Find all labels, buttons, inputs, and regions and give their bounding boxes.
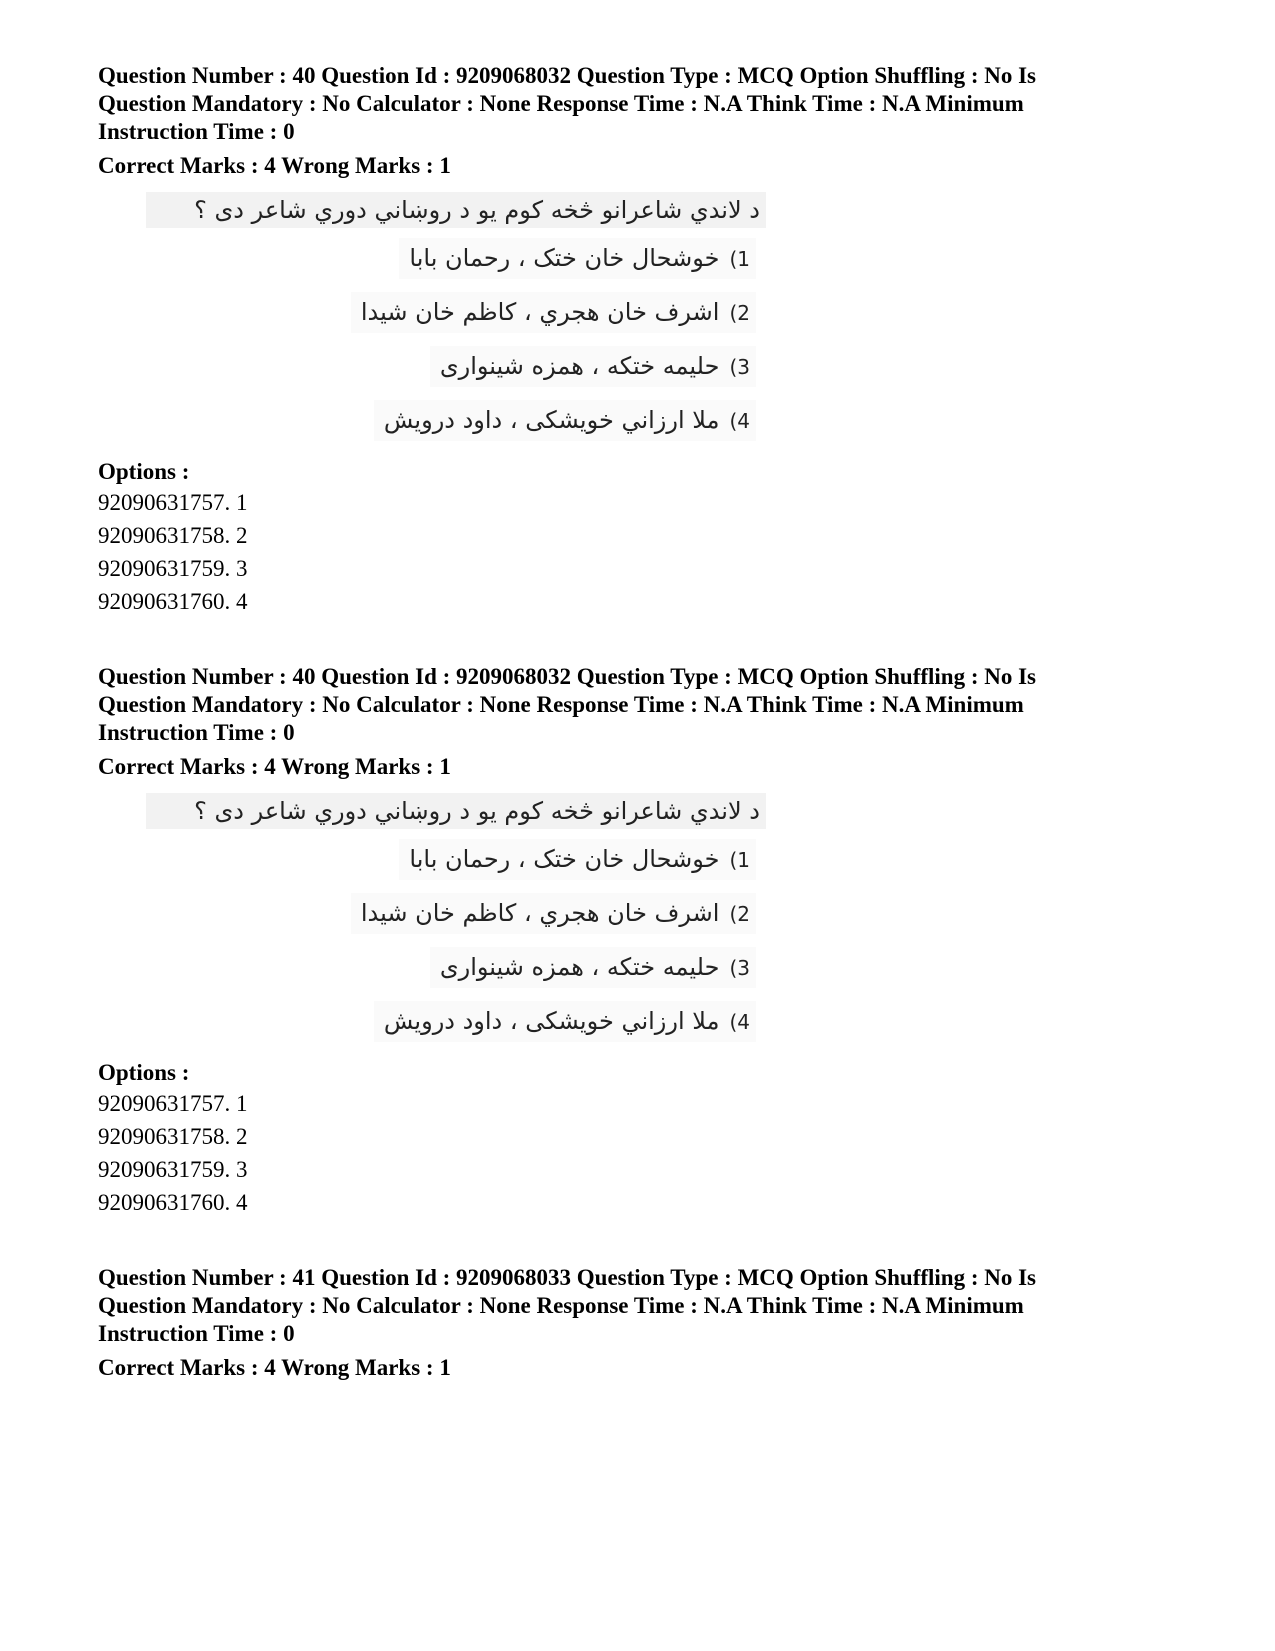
question-meta-line-3: Instruction Time : 0	[98, 1321, 295, 1346]
question-meta-line-3: Instruction Time : 0	[98, 720, 295, 745]
choice-number: 4)	[729, 409, 750, 433]
choice-text: خوشحال خان ختک ، رحمان بابا	[409, 845, 720, 873]
option-row: 92090631760. 4	[98, 1190, 248, 1215]
choice-text: خوشحال خان ختک ، رحمان بابا	[409, 244, 720, 272]
question-meta-line-2: Question Mandatory : No Calculator : None Response Time : N.A Think Time : N.A Minimum	[98, 692, 1024, 717]
choice-4	[374, 400, 756, 441]
question-image	[126, 789, 766, 1047]
question-meta-line-2: Question Mandatory : No Calculator : None Response Time : N.A Think Time : N.A Minimum	[98, 91, 1024, 116]
question-block-2	[98, 663, 1188, 1219]
choice-number: 3)	[729, 355, 750, 379]
choice-number: 1)	[729, 848, 750, 872]
choice-text: حليمه ختکه ، همزه شينواری	[439, 953, 720, 981]
choice-2	[351, 893, 756, 934]
options-label: Options :	[98, 459, 190, 484]
choice-number: 4)	[729, 1010, 750, 1034]
choice-number: 1)	[729, 247, 750, 271]
choice-1	[399, 238, 756, 279]
choice-3	[430, 947, 756, 988]
choice-text: ملا ارزاني خويشکی ، داود درويش	[383, 406, 720, 434]
choice-number: 2)	[729, 902, 750, 926]
choice-text: اشرف خان هجري ، کاظم خان شيدا	[360, 298, 720, 326]
question-meta-line-1: Question Number : 41 Question Id : 9209068033 Question Type : MCQ Option Shuffling : No Is	[98, 1265, 1037, 1290]
choice-number: 2)	[729, 301, 750, 325]
question-marks: Correct Marks : 4 Wrong Marks : 1	[98, 153, 451, 178]
question-meta-line-1: Question Number : 40 Question Id : 9209068032 Question Type : MCQ Option Shuffling : No Is	[98, 664, 1037, 689]
choice-2	[351, 292, 756, 333]
question-meta-line-3: Instruction Time : 0	[98, 119, 295, 144]
option-row: 92090631758. 2	[98, 1124, 248, 1149]
choice-3	[430, 346, 756, 387]
question-block-1	[98, 62, 1188, 618]
question-marks: Correct Marks : 4 Wrong Marks : 1	[98, 1355, 451, 1380]
document-page	[98, 62, 1188, 1382]
question-stem: د لاندي شاعرانو څخه کوم يو د روښاني دوري شاعر دی ؟	[146, 793, 766, 829]
choice-text: ملا ارزاني خويشکی ، داود درويش	[383, 1007, 720, 1035]
option-row: 92090631760. 4	[98, 589, 248, 614]
option-row: 92090631758. 2	[98, 523, 248, 548]
choice-1	[399, 839, 756, 880]
choice-number: 3)	[729, 956, 750, 980]
question-image	[126, 188, 766, 446]
choice-text: اشرف خان هجري ، کاظم خان شيدا	[360, 899, 720, 927]
question-meta-line-1: Question Number : 40 Question Id : 9209068032 Question Type : MCQ Option Shuffling : No Is	[98, 63, 1037, 88]
choice-4	[374, 1001, 756, 1042]
option-row: 92090631759. 3	[98, 556, 248, 581]
question-marks: Correct Marks : 4 Wrong Marks : 1	[98, 754, 451, 779]
question-stem: د لاندي شاعرانو څخه کوم يو د روښاني دوري شاعر دی ؟	[146, 192, 766, 228]
options-label: Options :	[98, 1060, 190, 1085]
option-row: 92090631757. 1	[98, 1091, 248, 1116]
question-meta-line-2: Question Mandatory : No Calculator : None Response Time : N.A Think Time : N.A Minimum	[98, 1293, 1024, 1318]
option-row: 92090631759. 3	[98, 1157, 248, 1182]
option-row: 92090631757. 1	[98, 490, 248, 515]
question-block-3	[98, 1264, 1188, 1382]
choice-text: حليمه ختکه ، همزه شينواری	[439, 352, 720, 380]
